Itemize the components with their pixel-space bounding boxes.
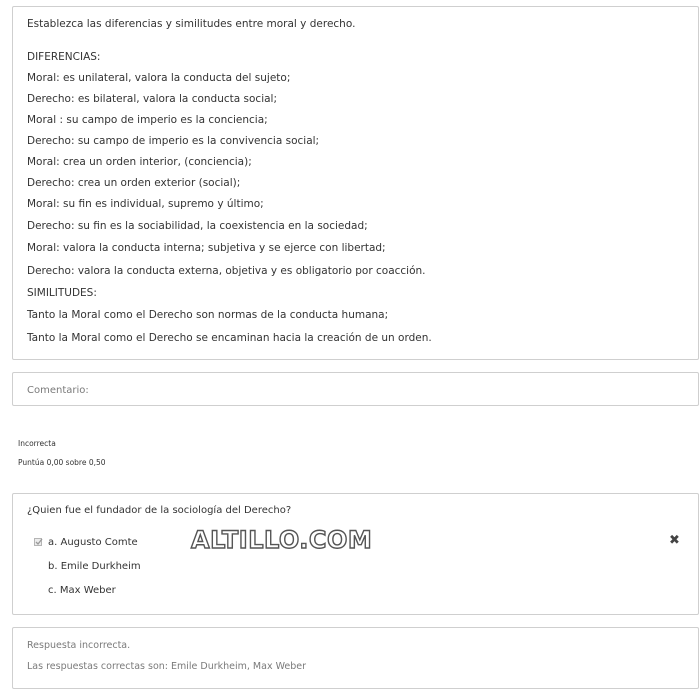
answer-line: Derecho: valora la conducta externa, objetiva y es obligatorio por coacción. xyxy=(27,265,426,277)
option-c[interactable]: c. Max Weber xyxy=(48,585,116,596)
answer-line: Moral : su campo de imperio es la conciencia; xyxy=(27,114,268,126)
option-a-checkbox[interactable] xyxy=(34,538,42,546)
answer-box xyxy=(12,6,699,360)
comment-label: Comentario: xyxy=(27,385,89,396)
answer-line: Tanto la Moral como el Derecho son normas de la conducta humana; xyxy=(27,309,389,321)
status-result: Incorrecta xyxy=(18,439,56,448)
x-icon: ✖ xyxy=(669,533,680,548)
answer-line: Derecho: su campo de imperio es la convivencia social; xyxy=(27,135,320,147)
feedback-box xyxy=(12,627,699,689)
answer-line: Moral: es unilateral, valora la conducta del sujeto; xyxy=(27,72,291,84)
answer-line: Tanto la Moral como el Derecho se encaminan hacia la creación de un orden. xyxy=(27,332,432,344)
check-icon xyxy=(34,537,44,547)
answer-line: Moral: valora la conducta interna; subjetiva y se ejerce con libertad; xyxy=(27,242,386,254)
question2-text: ¿Quien fue el fundador de la sociología del Derecho? xyxy=(27,505,292,516)
comment-box xyxy=(12,372,699,406)
answer-line: Moral: su fin es individual, supremo y último; xyxy=(27,198,264,210)
answer-line: Derecho: su fin es la sociabilidad, la coexistencia en la sociedad; xyxy=(27,220,368,232)
answer-line: Moral: crea un orden interior, (conciencia); xyxy=(27,156,252,168)
feedback-correct: Las respuestas correctas son: Emile Durkheim, Max Weber xyxy=(27,661,307,672)
answer-line: Derecho: crea un orden exterior (social); xyxy=(27,177,241,189)
answer-line: DIFERENCIAS: xyxy=(27,51,101,63)
status-score: Puntúa 0,00 sobre 0,50 xyxy=(18,458,106,467)
answer-line: Derecho: es bilateral, valora la conducta social; xyxy=(27,93,278,105)
question2-box xyxy=(12,493,699,615)
option-a[interactable]: a. Augusto Comte xyxy=(48,537,138,548)
question-text: Establezca las diferencias y similitudes entre moral y derecho. xyxy=(27,18,356,30)
option-b[interactable]: b. Emile Durkheim xyxy=(48,561,141,572)
watermark: ALTILLO.COM xyxy=(191,526,373,554)
feedback-result: Respuesta incorrecta. xyxy=(27,640,131,651)
answer-line: SIMILITUDES: xyxy=(27,287,97,299)
